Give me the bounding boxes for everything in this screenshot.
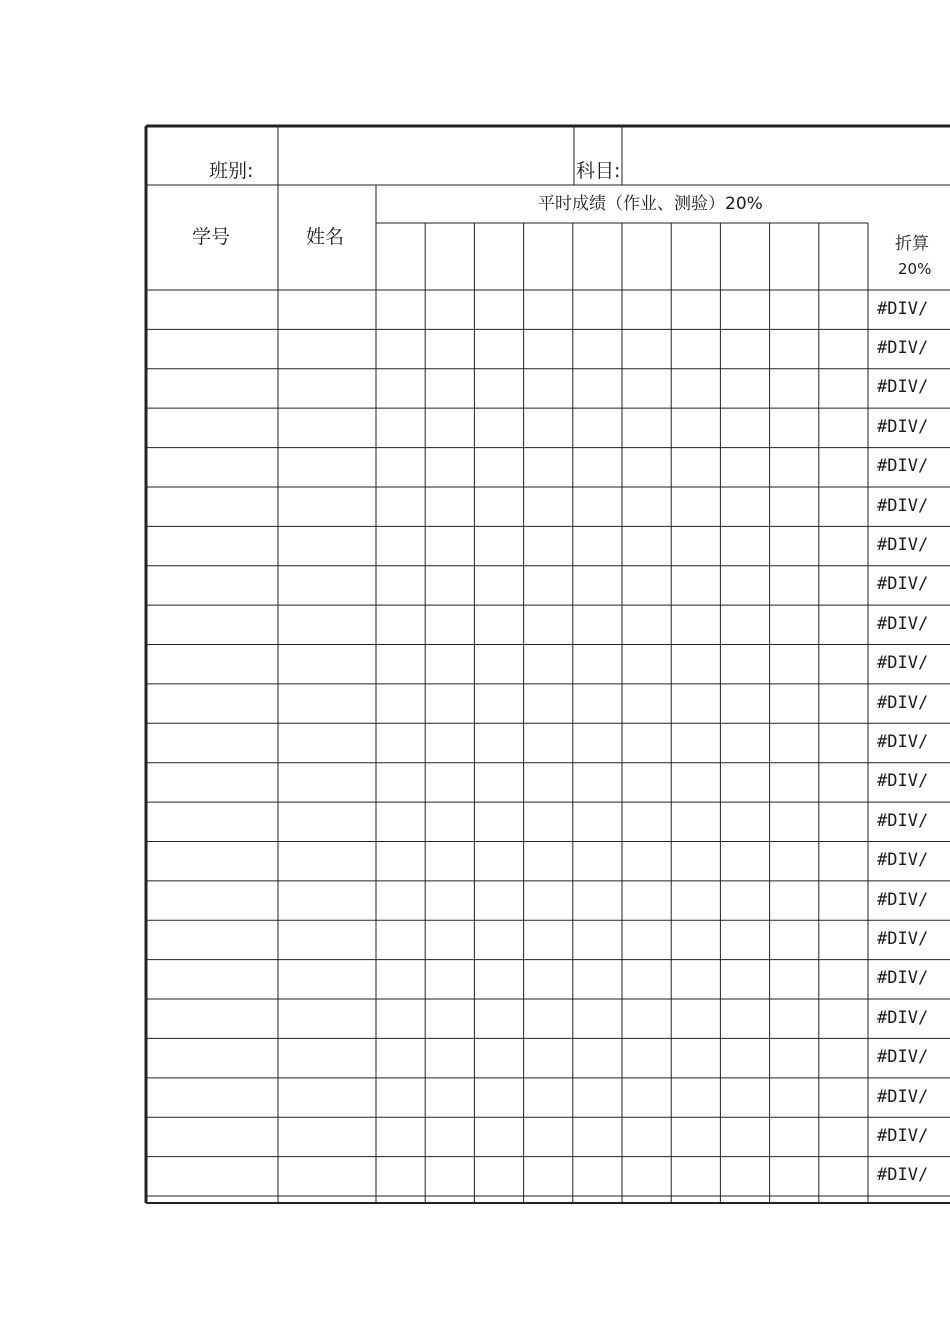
converted-cell: #DIV/ xyxy=(877,456,929,477)
subject-label: 科目: xyxy=(576,160,621,182)
converted-cell: #DIV/ xyxy=(877,653,929,674)
converted-cell: #DIV/ xyxy=(877,495,929,516)
converted-cell: #DIV/ xyxy=(877,771,929,792)
converted-cell: #DIV/ xyxy=(877,1165,929,1186)
converted-cell: #DIV/ xyxy=(877,416,929,437)
converted-cell: #DIV/ xyxy=(877,298,929,319)
converted-cell: #DIV/ xyxy=(877,1007,929,1028)
converted-cell: #DIV/ xyxy=(877,692,929,713)
converted-cell: #DIV/ xyxy=(877,1125,929,1146)
converted-cell: #DIV/ xyxy=(877,810,929,831)
converted-cell: #DIV/ xyxy=(877,613,929,634)
converted-cell: #DIV/ xyxy=(877,1047,929,1068)
converted-cell: #DIV/ xyxy=(877,732,929,752)
converted-cell: #DIV/ xyxy=(877,968,929,989)
class-label: 班别: xyxy=(209,160,254,182)
name-header: 姓名 xyxy=(306,226,345,248)
converted-cell: #DIV/ xyxy=(877,377,929,398)
converted-header: 折算 xyxy=(895,234,929,254)
converted-cell: #DIV/ xyxy=(877,850,929,871)
regular-score-group-header: 平时成绩（作业、测验）20% xyxy=(538,194,763,214)
converted-cell: #DIV/ xyxy=(877,928,929,949)
converted-pct-header: 20% xyxy=(898,260,932,278)
converted-cell: #DIV/ xyxy=(877,889,929,910)
converted-cell: #DIV/ xyxy=(877,338,929,359)
converted-cell: #DIV/ xyxy=(877,1086,929,1107)
converted-cell: #DIV/ xyxy=(877,574,929,595)
converted-cell: #DIV/ xyxy=(877,535,929,556)
student-id-header: 学号 xyxy=(192,226,231,248)
